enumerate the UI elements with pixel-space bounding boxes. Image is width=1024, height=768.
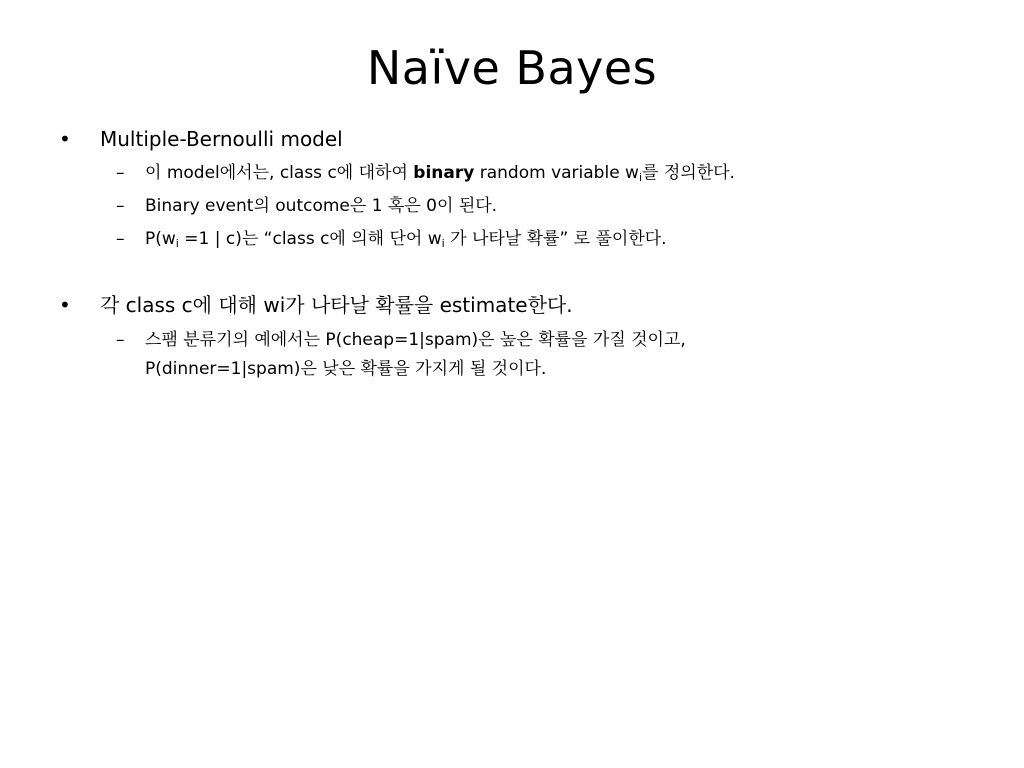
sub-bullet-marker: – bbox=[116, 196, 125, 216]
text-segment: P(w bbox=[145, 229, 176, 249]
bullet-item bbox=[0, 122, 1024, 156]
sub-bullet-text: P(dinner=1|spam)은 낮은 확률을 가지게 될 것이다. bbox=[145, 359, 547, 379]
subscript: i bbox=[441, 237, 445, 250]
text-segment: 를 정의한다. bbox=[642, 163, 735, 183]
slide-title: Naïve Bayes bbox=[366, 41, 658, 95]
sub-bullet-marker: – bbox=[116, 229, 125, 249]
bullet-text: Multiple-Bernoulli model bbox=[100, 127, 343, 151]
sub-bullet-item bbox=[0, 158, 1024, 188]
sub-bullet-marker: – bbox=[116, 330, 125, 350]
bullet-marker: • bbox=[59, 293, 71, 317]
text-segment: random variable w bbox=[474, 163, 639, 183]
sub-bullet-item bbox=[0, 224, 1024, 254]
text-segment: 이 model에서는, class c에 대하여 bbox=[145, 163, 414, 183]
bullet-text: 각 class c에 대해 wi가 나타날 확률을 estimate한다. bbox=[100, 293, 573, 317]
bullet-item bbox=[0, 288, 1024, 322]
sub-bullet-text: Binary event의 outcome은 1 혹은 0이 된다. bbox=[145, 196, 498, 216]
text-segment: 가 나타날 확률” 로 풀이한다. bbox=[444, 229, 667, 249]
sub-bullet-text bbox=[145, 224, 667, 254]
bullet-marker: • bbox=[59, 127, 71, 151]
sub-bullet-item bbox=[0, 191, 1024, 221]
sub-bullet-text: 스팸 분류기의 예에서는 P(cheap=1|spam)은 높은 확률을 가질 것이고, bbox=[145, 330, 686, 350]
bold-term: binary bbox=[413, 163, 475, 183]
sub-bullet-text bbox=[145, 158, 735, 188]
sub-bullet-item bbox=[0, 325, 1024, 355]
subscript: i bbox=[638, 171, 643, 184]
subscript: i bbox=[175, 237, 179, 250]
sub-bullet-marker: – bbox=[116, 163, 125, 183]
sub-bullet-continuation bbox=[0, 354, 1024, 384]
text-segment: =1 | c)는 “class c에 의해 단어 w bbox=[178, 229, 442, 249]
